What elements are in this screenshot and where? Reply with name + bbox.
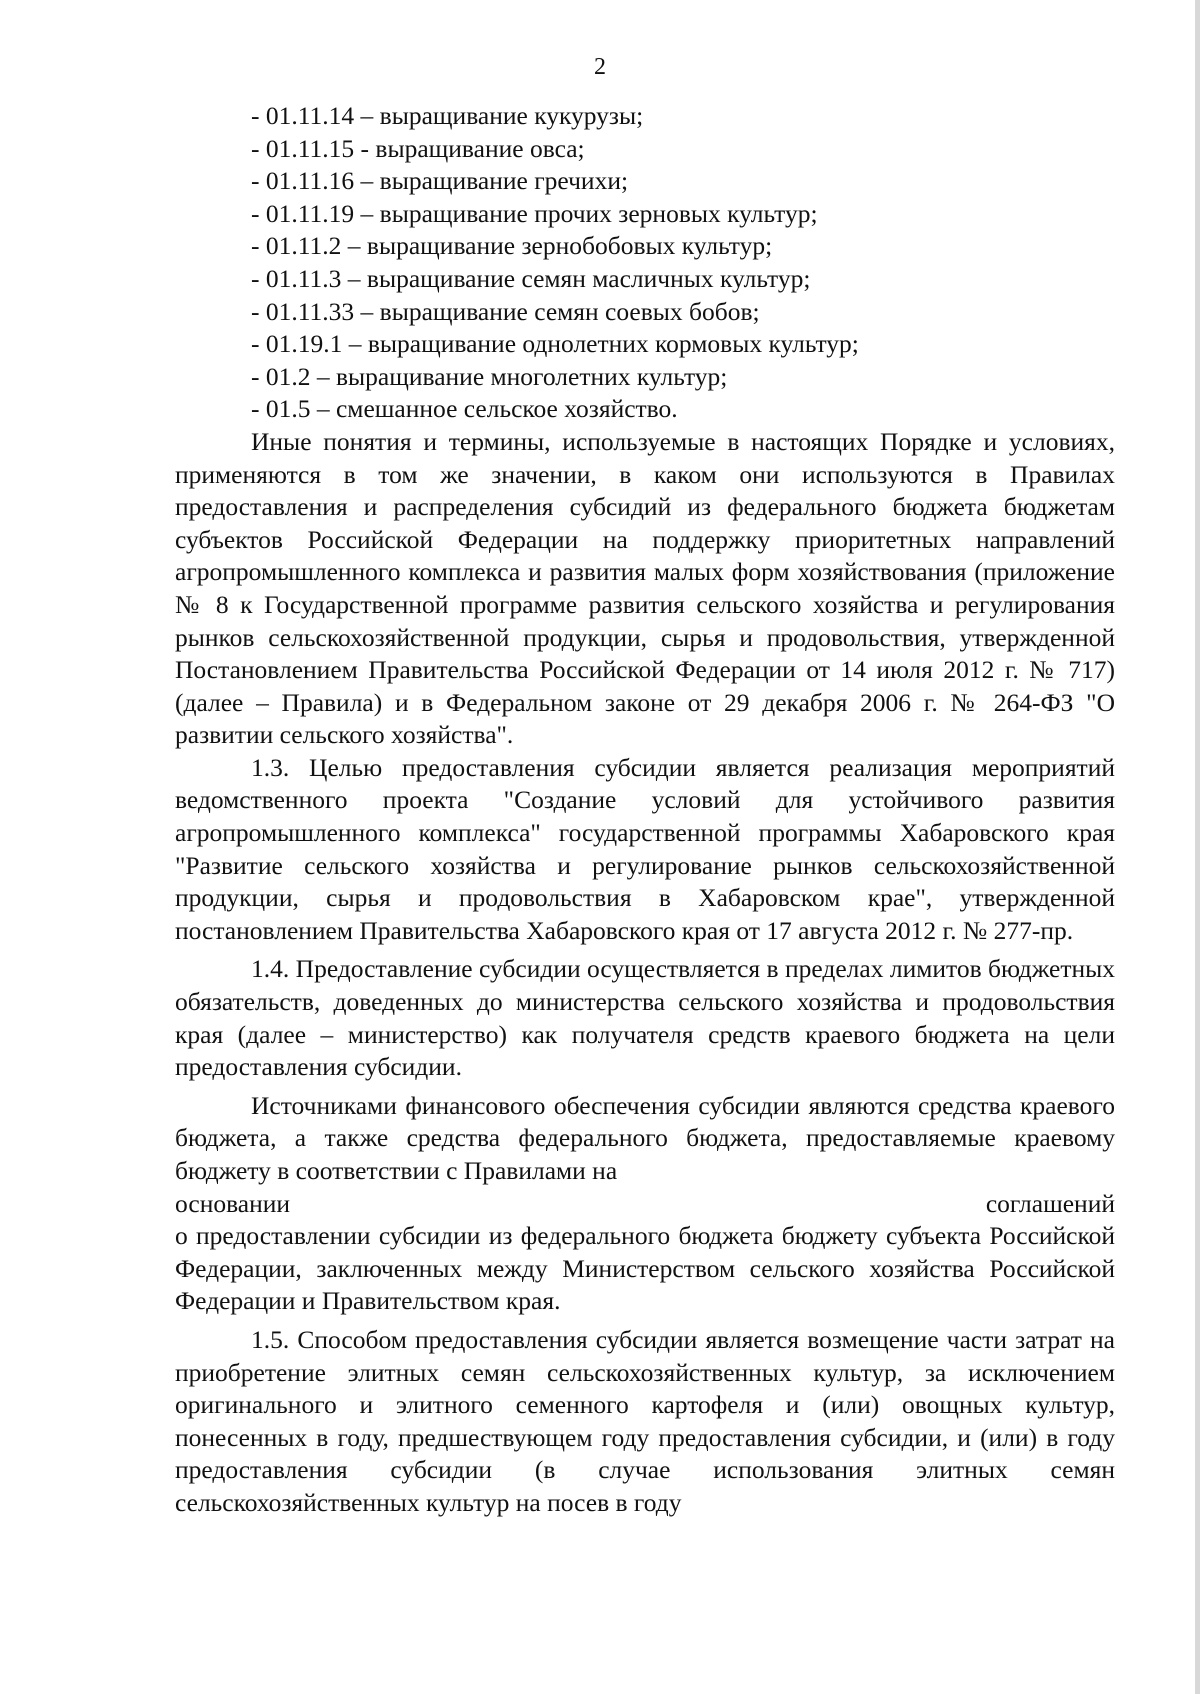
list-item: - 01.11.3 – выращивание семян масличных культур; — [251, 263, 811, 293]
paragraph-1-3: 1.3. Целью предоставления субсидии является реализация мероприятий ведомственного проекта "Создание условий для устойчивого развития агропромышленного комплекса" государственной программы Хабаровского края "Развитие сельского хозяйства и регулирование рынков сельскохозяйственной продукции, сырья и продовольствия в Хабаровском крае", утвержденной постановлением Правительства Хабаровского края от 17 августа 2012 г. № 277-пр. — [175, 752, 1115, 945]
list-item: - 01.11.14 – выращивание кукурузы; — [251, 101, 644, 130]
paragraph-1-4: 1.4. Предоставление субсидии осуществляется в пределах лимитов бюджетных обязательств, доведенных до министерства сельского хозяйства и продовольствия края (далее – министерство) как получателя средств краевого бюджета на цели предоставления субсидии. — [175, 954, 1115, 1082]
funding-sources-gap-line — [175, 1188, 1115, 1221]
page-number: 2 — [594, 54, 606, 80]
list-item: - 01.11.33 – выращивание семян соевых бобов; — [251, 296, 760, 326]
funding-sources-word-right: соглашений — [985, 1188, 1115, 1218]
funding-sources-text: Источниками финансового обеспечения субсидии являются средства краевого бюджета, а также средства федерального бюджета, предоставляемые краевому бюджету в соответствии с Правилами на — [175, 1090, 1115, 1185]
list-item: - 01.19.1 – выращивание однолетних кормовых культур; — [251, 329, 859, 359]
list-item: - 01.2 – выращивание многолетних культур; — [251, 361, 728, 391]
document-body — [175, 100, 1115, 1520]
funding-sources-text-end: о предоставлении субсидии из федерального бюджета бюджету субъекта Российской Федерации, заключенных между Министерством сельского хозяйства Российской Федерации и Правительством края. — [175, 1221, 1115, 1316]
terms-paragraph: Иные понятия и термины, используемые в настоящих Порядке и условиях, применяются в том же значении, в каком они используются в Правилах предоставления и распределения субсидий из федерального бюджета бюджетам субъектов Российской Федерации на поддержку приоритетных направлений агропромышленного комплекса и развития малых форм хозяйствования (приложение № 8 к Государственной программе развития сельского хозяйства и регулирования рынков сельскохозяйственной продукции, сырья и продовольствия, утвержденной Постановлением Правительства Российской Федерации от 14 июля 2012 г. № 717) (далее – Правила) и в Федеральном законе от 29 декабря 2006 г. № 264-ФЗ "О развитии сельского хозяйства". — [175, 426, 1115, 750]
funding-sources-paragraph — [175, 1090, 1115, 1318]
list-item: - 01.11.2 – выращивание зернобобовых культур; — [251, 231, 773, 261]
list-item: - 01.5 – смешанное сельское хозяйство. — [251, 394, 678, 424]
page-edge — [1195, 0, 1200, 1694]
list-item: - 01.11.16 – выращивание гречихи; — [251, 166, 629, 196]
funding-sources-word-left: основании — [175, 1188, 291, 1218]
activity-codes-list — [175, 100, 1115, 426]
list-item: - 01.11.19 – выращивание прочих зерновых культур; — [251, 198, 818, 228]
paragraph-1-5: 1.5. Способом предоставления субсидии является возмещение части затрат на приобретение элитных семян сельскохозяйственных культур, за исключением оригинального и элитного семенного картофеля и (или) овощных культур, понесенных в году, предшествующем году предоставления субсидии, и (или) в году предоставления субсидии (в случае использования элитных семян сельскохозяйственных культур на посев в году — [175, 1324, 1115, 1517]
list-item: - 01.11.15 - выращивание овса; — [251, 133, 585, 163]
